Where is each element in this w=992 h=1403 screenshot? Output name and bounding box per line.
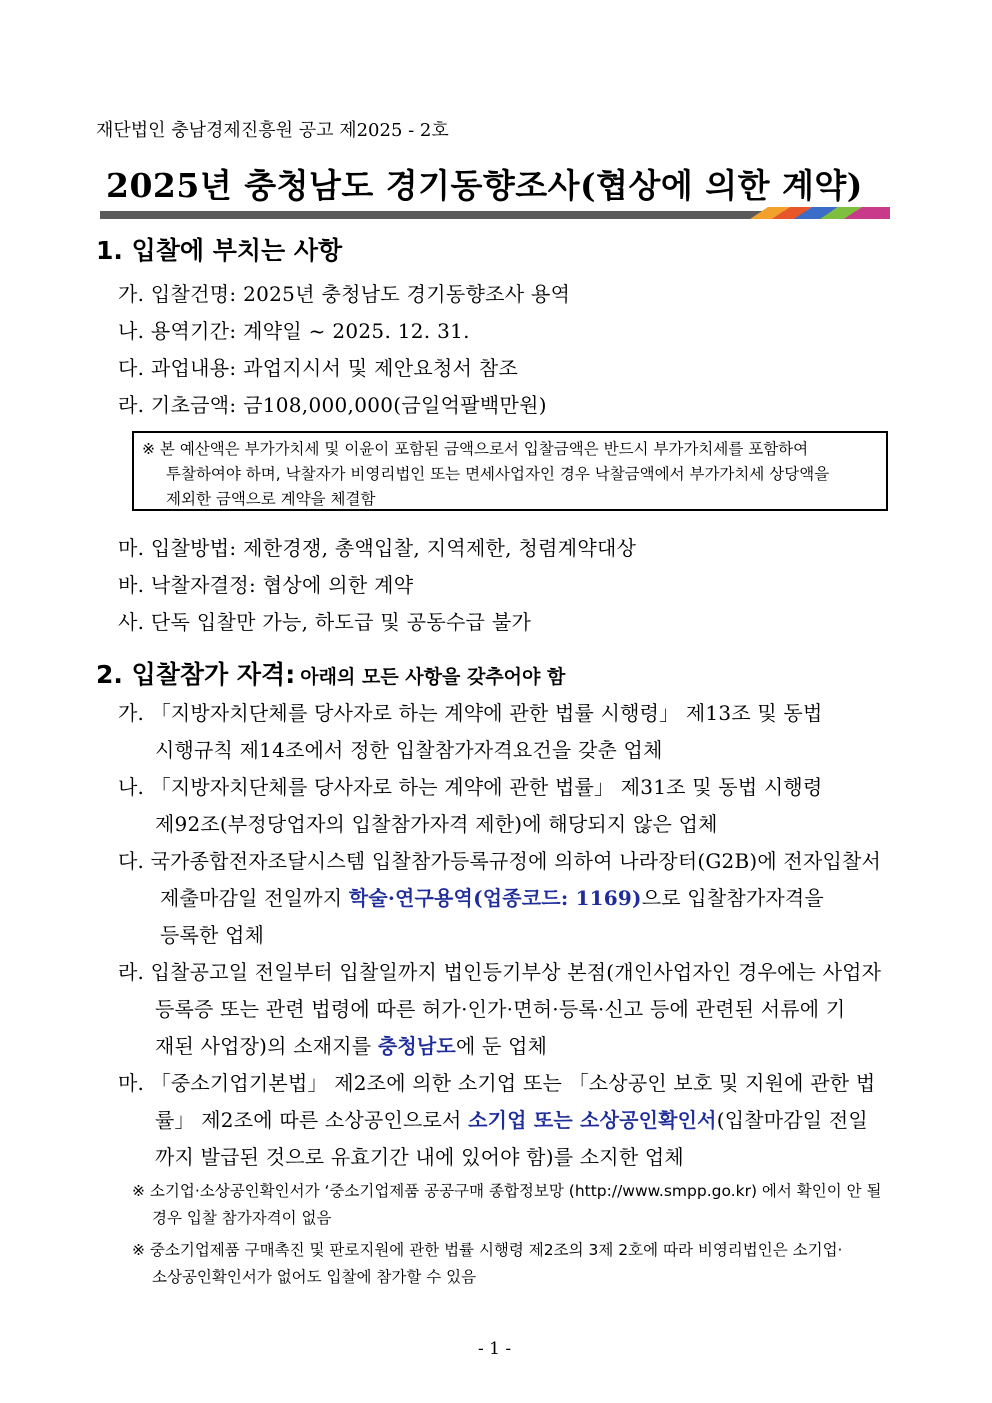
section2-na-line2: 제92조(부정당업자의 입찰참가자격 제한)에 해당되지 않은 업체 (155, 812, 718, 836)
notice-number: 재단법인 충남경제진흥원 공고 제2025 - 2호 (96, 120, 449, 141)
section1-item-da: 다. 과업내용: 과업지시서 및 제안요청서 참조 (118, 356, 519, 380)
section2-ra-line3 (155, 1030, 547, 1059)
section2-subheading: 아래의 모든 사항을 갖추어야 함 (300, 666, 566, 688)
section2-ma-line2 (155, 1104, 868, 1133)
section2-da-line2 (160, 882, 824, 911)
title-underline (100, 211, 890, 219)
text-span: 에 둔 업체 (455, 1034, 548, 1058)
section1-item-ma: 마. 입찰방법: 제한경쟁, 총액입찰, 지역제한, 청렴계약대상 (118, 536, 637, 560)
text-span: (입찰마감일 전일 (716, 1108, 868, 1132)
section2-ma-line3: 까지 발급된 것으로 유효기간 내에 있어야 함)를 소지한 업체 (155, 1145, 684, 1169)
page-number: - 1 - (478, 1339, 512, 1359)
footnote-line: 경우 입찰 참가자격이 없음 (152, 1209, 332, 1227)
footnote-line: 소상공인확인서가 없어도 입찰에 참가할 수 있음 (152, 1268, 477, 1286)
section2-ra-line1: 라. 입찰공고일 전일부터 입찰일까지 법인등기부상 본점(개인사업자인 경우에는 사업자 (118, 960, 882, 984)
section2-ga-line1: 가. 「지방자치단체를 당사자로 하는 계약에 관한 법률 시행령」 제13조 및 동법 (118, 701, 823, 725)
text-span: 으로 입찰참가자격을 (641, 886, 824, 910)
section2-heading-row (96, 655, 565, 691)
footnote-line: ※ 소기업·소상공인확인서가 ‘중소기업제품 공공구매 종합정보망 (http://www.smpp.go.kr) 에서 확인이 안 될 (132, 1182, 882, 1200)
section2-na-line1: 나. 「지방자치단체를 당사자로 하는 계약에 관한 법률」 제31조 및 동법 시행령 (118, 775, 823, 799)
section2-da-line1: 다. 국가종합전자조달시스템 입찰참가등록규정에 의하여 나라장터(G2B)에 전자입찰서 (118, 849, 882, 873)
note-line: ※ 본 예산액은 부가가치세 및 이윤이 포함된 금액으로서 입찰금액은 반드시 부가가치세를 포함하여 (142, 440, 809, 458)
note-line: 투찰하여야 하며, 낙찰자가 비영리법인 또는 면세사업자인 경우 낙찰금액에서 부가가치세 상당액을 (166, 465, 830, 483)
section1-item-sa: 사. 단독 입찰만 가능, 하도급 및 공동수급 불가 (118, 610, 532, 634)
section1-item-ra: 라. 기초금액: 금108,000,000(금일억팔백만원) (118, 393, 547, 417)
section1-item-ba: 바. 낙찰자결정: 협상에 의한 계약 (118, 573, 414, 597)
section2-da-line3: 등록한 업체 (160, 923, 265, 947)
text-span: 제출마감일 전일까지 (160, 886, 349, 910)
note-line: 제외한 금액으로 계약을 체결함 (166, 490, 376, 508)
section2-ga-line2: 시행규칙 제14조에서 정한 입찰참가자격요건을 갖춘 업체 (155, 738, 663, 762)
text-span: 재된 사업장)의 소재지를 (155, 1034, 378, 1058)
text-span: 률」 제2조에 따른 소상공인으로서 (155, 1108, 469, 1132)
section1-heading: 1. 입찰에 부치는 사항 (96, 236, 343, 265)
section2-ra-line2: 등록증 또는 관련 법령에 따른 허가·인가·면허·등록·신고 등에 관련된 서류에 기 (155, 997, 846, 1021)
page-title: 2025년 충청남도 경기동향조사(협상에 의한 계약) (106, 166, 863, 205)
section1-item-ga: 가. 입찰건명: 2025년 충청남도 경기동향조사 용역 (118, 282, 571, 306)
footnote-line: ※ 중소기업제품 구매촉진 및 판로지원에 관한 법률 시행령 제2조의 3제 2호에 따라 비영리법인은 소기업· (132, 1241, 843, 1259)
decorative-stripe (750, 207, 890, 219)
budget-note-box (132, 431, 888, 511)
section1-item-na: 나. 용역기간: 계약일 ~ 2025. 12. 31. (118, 319, 470, 343)
section2-ma-line1: 마. 「중소기업기본법」 제2조에 의한 소기업 또는 「소상공인 보호 및 지원에 관한 법 (118, 1071, 876, 1095)
highlight-region: 충청남도 (377, 1034, 456, 1058)
highlight-industry-code: 학술·연구용역(업종코드: 1169) (348, 886, 642, 910)
highlight-certificate: 소기업 또는 소상공인확인서 (468, 1108, 717, 1132)
section2-heading: 2. 입찰참가 자격: (96, 660, 296, 689)
